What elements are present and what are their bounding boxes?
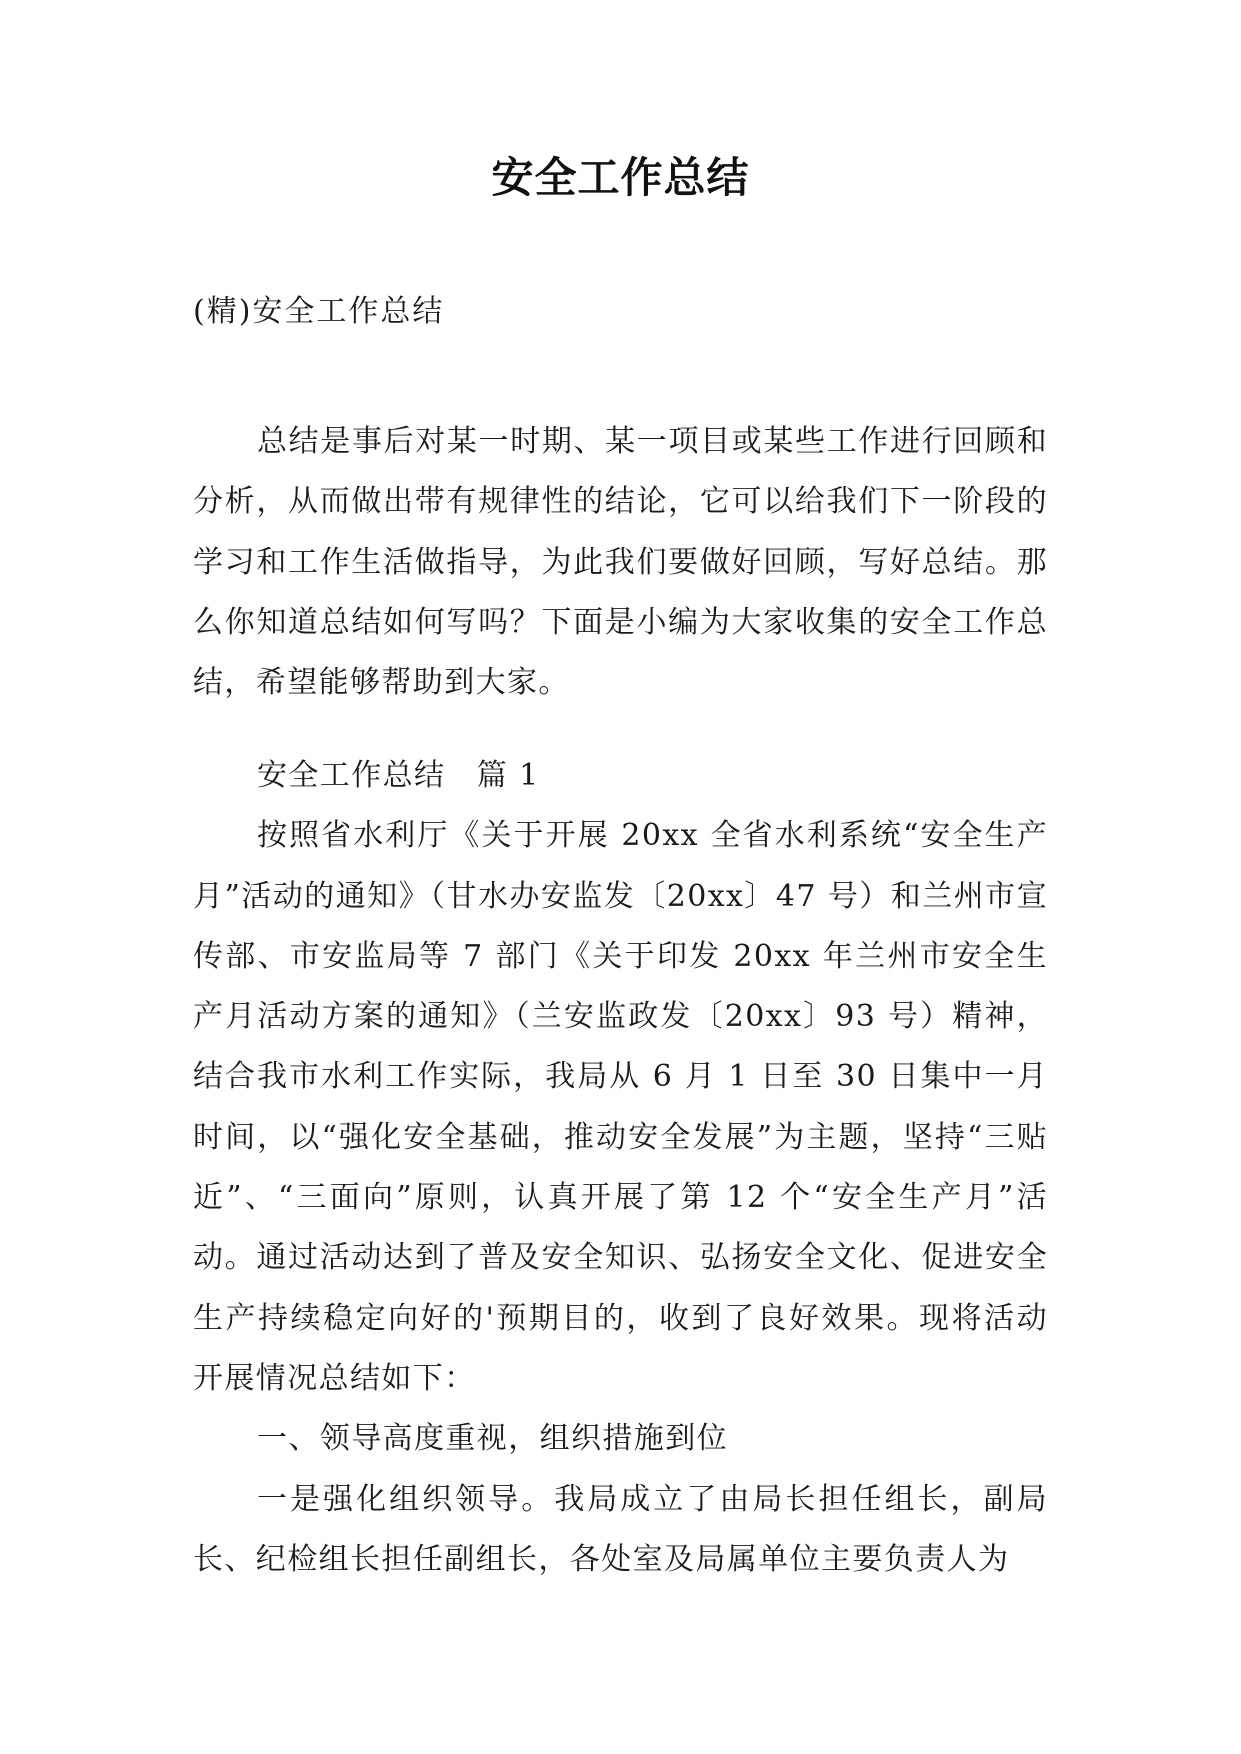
intro-paragraph: 总结是事后对某一时期、某一项目或某些工作进行回顾和分析，从而做出带有规律性的结论，它可以给我们下一阶段的学习和工作生活做指导，为此我们要做好回顾，写好总结。那么你知道总结如何写吗？下面是小编为大家收集的安全工作总结，希望能够帮助到大家。 [193, 424, 1048, 701]
heading-1: 一、领导高度重视，组织措施到位 [257, 1421, 728, 1457]
document-title: 安全工作总结 [491, 153, 750, 202]
body-paragraph-2: 一是强化组织领导。我局成立了由局长担任组长，副局长、纪检组长担任副组长，各处室及局属单位主要负责人为 [193, 1481, 1048, 1577]
section-heading: 安全工作总结 篇 1 [257, 758, 540, 793]
body-block [193, 746, 1048, 1590]
intro-block [193, 412, 1048, 713]
document-subtitle: (精)安全工作总结 [193, 294, 445, 329]
body-paragraph-1: 按照省水利厅《关于开展 20xx 全省水利系统“安全生产月”活动的通知》（甘水办安监发〔20xx〕47 号）和兰州市宣传部、市安监局等 7 部门《关于印发 20xx 年兰州市安全生产月活动方案的通知》（兰安监政发〔20xx〕93 号）精神，结合我市水利工作实际，我局从 6 月 1 日至 30 日集中一月时间，以“强化安全基础，推动安全发展”为主题，坚持“三贴近”、“三面向”原则，认真开展了第 12 个“安全生产月”活动。通过活动达到了普及安全知识、弘扬安全文化、促进安全生产持续稳定向好的'预期目的，收到了良好效果。现将活动开展情况总结如下： [193, 818, 1048, 1396]
